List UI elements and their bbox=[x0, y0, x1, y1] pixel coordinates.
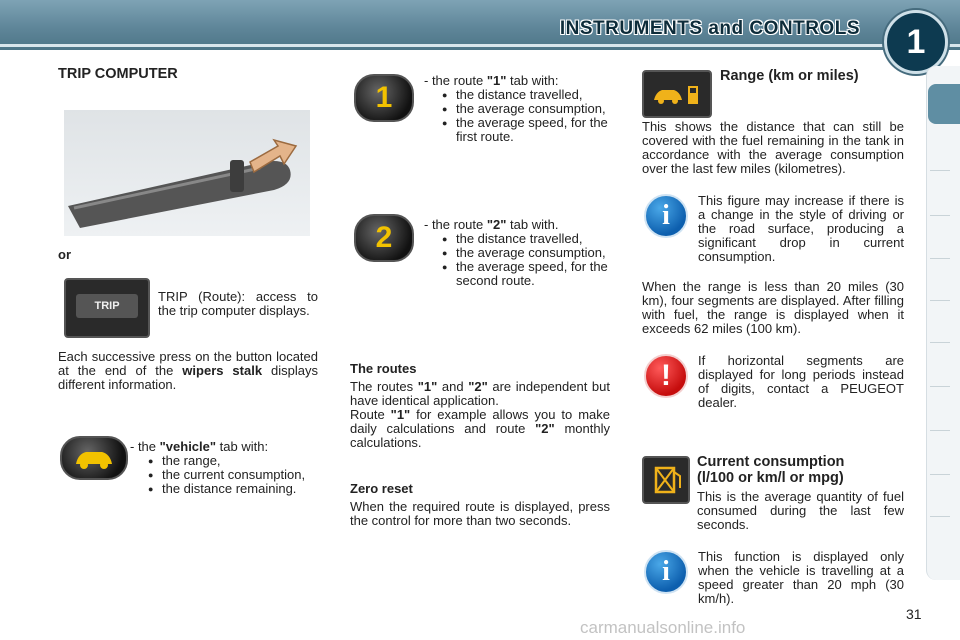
trip-computer-heading: TRIP COMPUTER bbox=[58, 66, 178, 82]
range-text-2: When the range is less than 20 miles (30 km), four segments are displayed. After filling with fuel, the range is displayed when it exceeds 62 miles (100 km). bbox=[642, 279, 904, 336]
vehicle-icon bbox=[60, 436, 128, 480]
list-item: ● the current consumption, bbox=[148, 468, 320, 482]
list-item: ● the average consumption, bbox=[442, 102, 614, 116]
range-text: This shows the distance that can still be covered with the fuel remaining in the tank in accordance with the average consumption over the last few miles (kilometres). bbox=[642, 119, 904, 176]
fuel-consumption-icon bbox=[642, 456, 690, 504]
chapter-number: 1 bbox=[884, 10, 948, 74]
info-icon: i bbox=[644, 194, 688, 238]
list-item: ● the average consumption, bbox=[442, 246, 614, 260]
wiper-stalk-illustration bbox=[64, 110, 310, 236]
warning-note: If horizontal segments are displayed for long periods instead of digits, contact a PEUGEOT dealer. bbox=[698, 353, 904, 410]
page-number: 31 bbox=[906, 606, 922, 622]
route-1-text: - the route "1" tab with: ● the distance travelled, ● the average consumption, ● the average speed, for the first route. bbox=[424, 74, 614, 144]
edge-separator bbox=[930, 170, 950, 171]
edge-separator bbox=[930, 300, 950, 301]
edge-separator bbox=[930, 474, 950, 475]
list-item: ● the distance remaining. bbox=[148, 482, 320, 496]
route-2-icon: 2 bbox=[354, 214, 414, 262]
info-note-2: This function is displayed only when the vehicle is travelling at a speed greater than 20 mph (30 km/h). bbox=[698, 549, 904, 606]
trip-button-image bbox=[64, 278, 150, 338]
or-label: or bbox=[58, 247, 71, 262]
press-description: Each successive press on the button located at the end of the wipers stalk displays different information. bbox=[58, 349, 318, 392]
list-item: ● the distance travelled, bbox=[442, 232, 614, 246]
route-2-text: - the route "2" tab with. ● the distance travelled, ● the average consumption, ● the average speed, for the second route. bbox=[424, 218, 614, 288]
header-divider bbox=[0, 44, 960, 47]
list-item: ● the range, bbox=[148, 454, 320, 468]
section-title: INSTRUMENTS and CONTROLS bbox=[559, 18, 860, 39]
routes-paragraph-2: Route "1" for example allows you to make daily calculations and route "2" monthly calculations. bbox=[350, 407, 610, 450]
current-consumption-heading: Current consumption (l/100 or km/l or mpg) bbox=[697, 454, 845, 486]
edge-separator bbox=[930, 215, 950, 216]
edge-separator bbox=[930, 342, 950, 343]
range-heading: Range (km or miles) bbox=[720, 68, 859, 84]
routes-paragraph-1: The routes "1" and "2" are independent but have identical application. bbox=[350, 379, 610, 408]
trip-button-label: TRIP bbox=[76, 294, 138, 318]
trip-description: TRIP (Route): access to the trip computer displays. bbox=[158, 289, 318, 318]
edge-separator bbox=[930, 386, 950, 387]
route-1-icon: 1 bbox=[354, 74, 414, 122]
info-note-1: This figure may increase if there is a change in the style of driving or the road surface, producing a significant drop in current consumption. bbox=[698, 193, 904, 264]
list-item: ● the average speed, for the second route. bbox=[442, 260, 614, 288]
vehicle-tab-text: - the "vehicle" tab with: ● the range, ● the current consumption, ● the distance remaining. bbox=[130, 440, 320, 496]
range-icon bbox=[642, 70, 712, 118]
edge-separator bbox=[930, 516, 950, 517]
info-icon: i bbox=[644, 550, 688, 594]
routes-heading: The routes bbox=[350, 361, 417, 376]
zero-reset-heading: Zero reset bbox=[350, 481, 413, 496]
edge-tab-active[interactable] bbox=[928, 84, 960, 124]
edge-separator bbox=[930, 430, 950, 431]
edge-tab-strip bbox=[926, 66, 960, 580]
list-item: ● the distance travelled, bbox=[442, 88, 614, 102]
current-consumption-text: This is the average quantity of fuel consumed during the last few seconds. bbox=[697, 489, 904, 532]
edge-separator bbox=[930, 258, 950, 259]
list-item: ● the average speed, for the first route. bbox=[442, 116, 614, 144]
watermark: carmanualsonline.info bbox=[580, 618, 746, 637]
warning-icon: ! bbox=[644, 354, 688, 398]
zero-reset-text: When the required route is displayed, press the control for more than two seconds. bbox=[350, 499, 610, 528]
